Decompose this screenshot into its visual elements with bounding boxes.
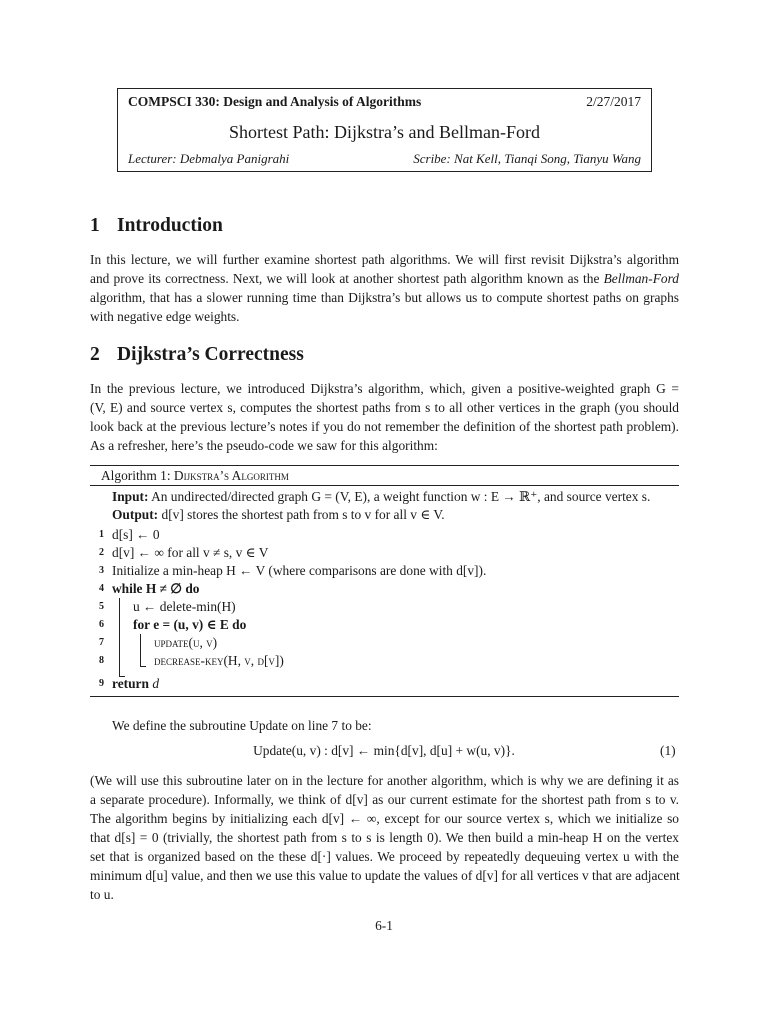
line-number: 2 (99, 547, 104, 558)
lecture-header-box (117, 88, 652, 172)
algorithm-input: Input: An undirected/directed graph G = (V, E), a weight function w : E → ℝ⁺, and source vertex s. (112, 489, 651, 504)
algorithm-line: d[v] ← ∞ for all v ≠ s, v ∈ V (112, 545, 269, 560)
paragraph-line: to u. (90, 887, 114, 902)
equation-number: (1) (660, 743, 676, 758)
description-paragraph (90, 771, 679, 904)
algorithm-caption: Algorithm 1: Dijkstra’s Algorithm (101, 468, 289, 483)
while-block-bar (119, 598, 120, 676)
section-heading-dijkstra-correctness (90, 344, 304, 366)
lecture-title: Shortest Path: Dijkstra’s and Bellman-Ford (229, 122, 540, 142)
section-title: Dijkstra’s Correctness (117, 344, 304, 365)
line-number: 3 (99, 565, 104, 576)
algorithm-line-return: return d (112, 676, 160, 691)
section-title: Introduction (117, 215, 223, 236)
algorithm-name: Dijkstra’s Algorithm (173, 468, 289, 483)
line-number: 9 (99, 678, 104, 689)
correctness-paragraph (90, 379, 679, 455)
paragraph-line: (We will use this subroutine later on in the lecture for another algorithm, which is why we are defining it as (90, 773, 679, 788)
subroutine-intro: We define the subroutine Update on line 7 to be: (112, 718, 372, 733)
for-block-bar (140, 634, 141, 666)
paragraph-line: The algorithm begins by initializing each d[v] ← ∞, except for our source vertex s, which we initialize so (90, 811, 679, 826)
paragraph-line: In this lecture, we will further examine shortest path algorithms. We will first revisit Dijkstra’s algorithm (90, 252, 679, 267)
algorithm-line-while: while H ≠ ∅ do (112, 581, 200, 596)
paragraph-line: As a refresher, here’s the pseudo-code we saw for this algorithm: (90, 438, 438, 453)
algorithm-bottom-rule (90, 696, 679, 697)
lecture-date: 2/27/2017 (586, 94, 641, 109)
page-number: 6-1 (375, 918, 393, 933)
paragraph-line: In the previous lecture, we introduced Dijkstra’s algorithm, which, given a positive-weighted graph G = (90, 381, 679, 396)
algorithm-line: Initialize a min-heap H ← V (where comparisons are done with d[v]). (112, 563, 487, 578)
section-number: 1 (90, 215, 100, 236)
paragraph-line: a separate procedure). Informally, we think of d[v] as our current estimate for the shortest path from s to v. (90, 792, 679, 807)
paragraph-line: look back at the previous lecture’s notes if you do not remember the definition of the shortest path problem). (90, 419, 679, 434)
line-number: 6 (99, 619, 104, 630)
line-number: 1 (99, 529, 104, 540)
course-title: COMPSCI 330: Design and Analysis of Algorithms (128, 94, 422, 109)
line-number: 7 (99, 637, 104, 648)
paragraph-line: with negative edge weights. (90, 309, 240, 324)
algorithm-line: decrease-key(H, v, d[v]) (154, 653, 284, 668)
algorithm-line: u ← delete-min(H) (133, 599, 236, 614)
algorithm-output: Output: d[v] stores the shortest path from s to v for all v ∈ V. (112, 507, 445, 522)
line-number: 8 (99, 655, 104, 666)
for-block-end (140, 666, 146, 667)
paragraph-line: and prove its correctness. Next, we will look at another shortest path algorithm known as the Bellman-Ford (90, 271, 679, 286)
line-number: 5 (99, 601, 104, 612)
section-heading-introduction (90, 215, 223, 237)
algorithm-line-for: for e = (u, v) ∈ E do (133, 617, 247, 632)
paragraph-line: set that is organized based on the these d[·] values. We proceed by repeatedly dequeuing vertex u with the (90, 849, 679, 864)
algorithm-line: update(u, v) (154, 635, 218, 650)
lecturer-line: Lecturer: Debmalya Panigrahi (128, 151, 290, 166)
algorithm-line: d[s] ← 0 (112, 527, 160, 542)
algorithm-top-rule (90, 465, 679, 466)
update-equation: Update(u, v) : d[v] ← min{d[v], d[u] + w(u, v)}. (253, 743, 515, 758)
paragraph-line: that d[s] = 0 (trivially, the shortest path from s to s is length 0). We then build a min-heap H on the vertex (90, 830, 679, 845)
section-number: 2 (90, 344, 100, 365)
paragraph-line: minimum d[u] value, and then we use this value to update the values of d[v] for all vertices v that are adjacent (90, 868, 680, 883)
line-number: 4 (99, 583, 104, 594)
scribe-line: Scribe: Nat Kell, Tianqi Song, Tianyu Wang (413, 151, 641, 166)
bellman-ford-emphasis: Bellman-Ford (603, 271, 679, 286)
intro-paragraph (90, 250, 679, 326)
paragraph-line: algorithm, that has a slower running time than Dijkstra’s but allows us to compute shortest paths on graphs (90, 290, 679, 305)
algorithm-caption-rule (90, 485, 679, 486)
paragraph-line: (V, E) and source vertex s, computes the shortest paths from s to all other vertices in the graph (you should (90, 400, 679, 415)
